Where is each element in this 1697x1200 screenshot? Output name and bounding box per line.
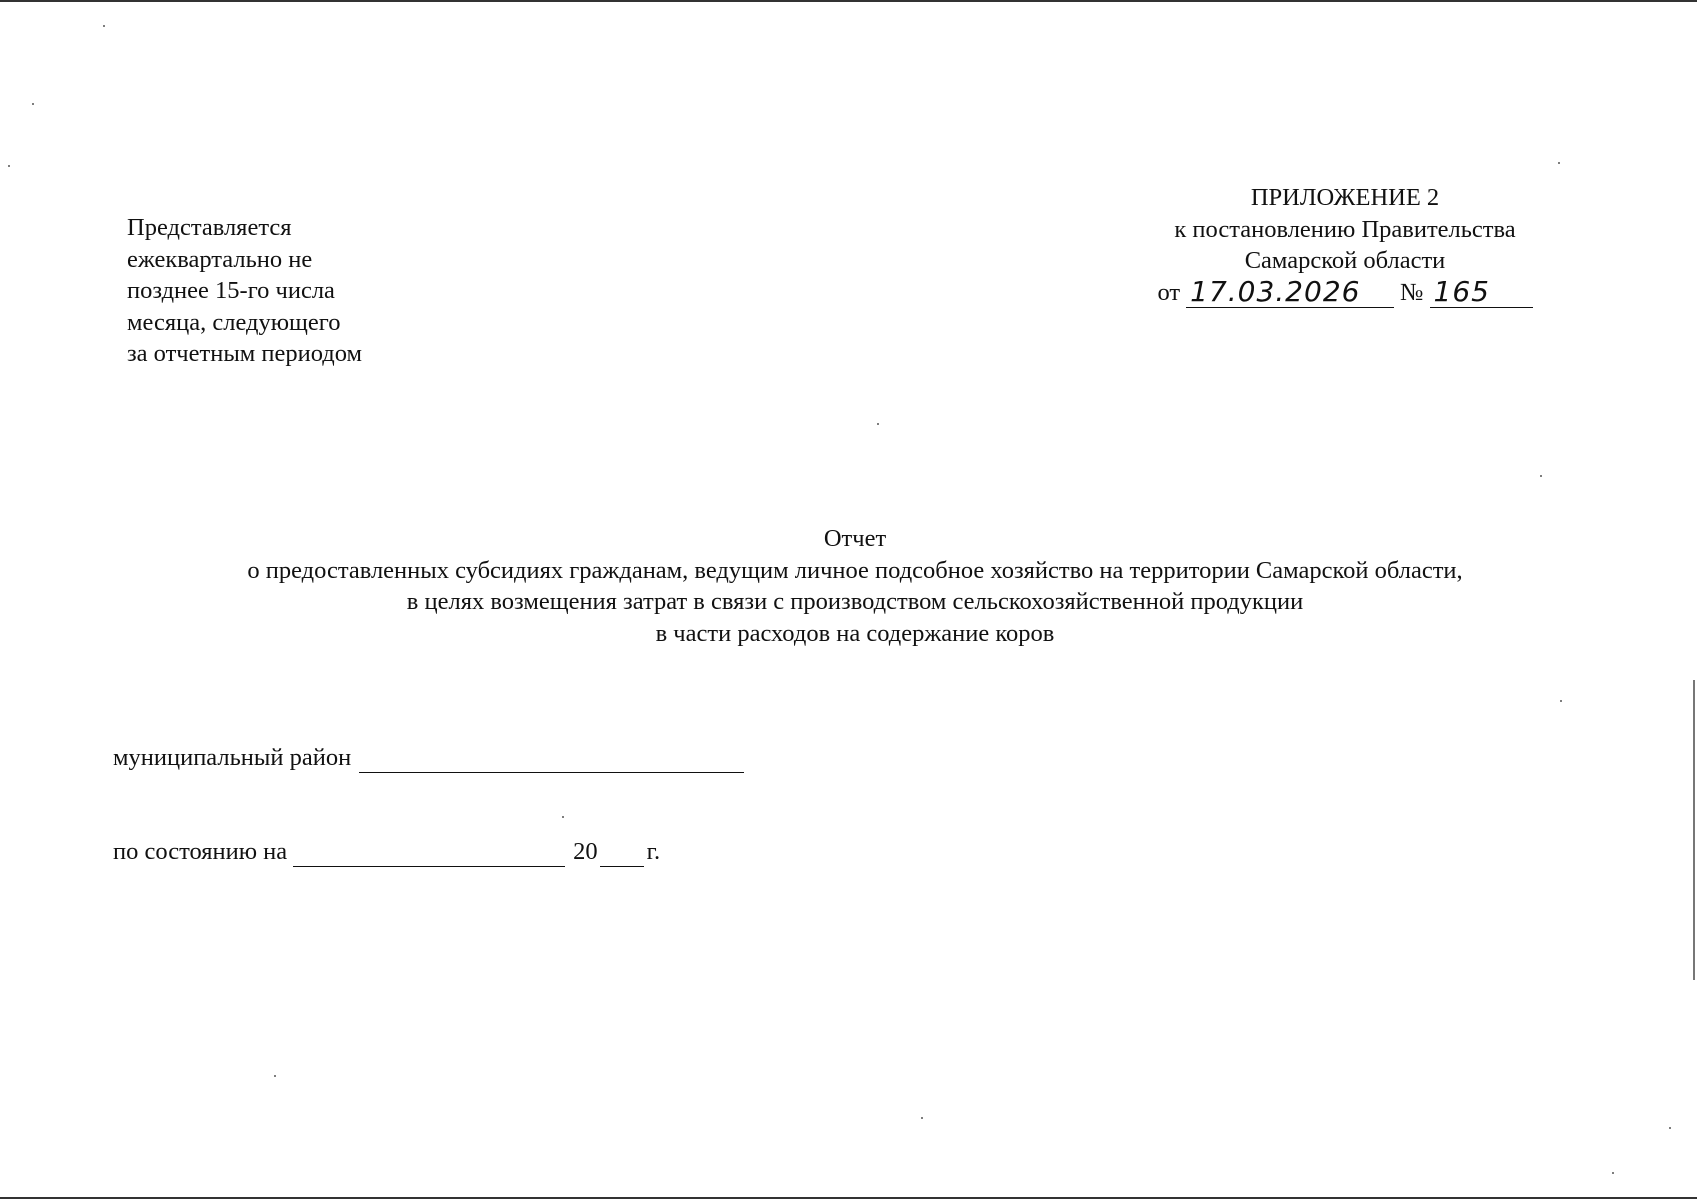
note-line: позднее 15-го числа bbox=[127, 277, 335, 304]
number-label: № bbox=[1400, 278, 1424, 306]
district-field bbox=[113, 743, 744, 773]
decree-date-handwritten: 17.03.2026 bbox=[1186, 277, 1394, 308]
scan-speck bbox=[1558, 162, 1560, 164]
scan-speck bbox=[103, 25, 105, 27]
as-of-label: по состоянию на bbox=[113, 838, 288, 865]
title-line: в целях возмещения затрат в связи с производством сельскохозяйственной продукции bbox=[406, 588, 1304, 615]
scan-speck bbox=[8, 165, 10, 167]
note-line: Представляется bbox=[127, 214, 292, 241]
scan-edge-top bbox=[0, 0, 1697, 2]
district-label: муниципальный район bbox=[113, 744, 352, 771]
title-line: Отчет bbox=[823, 525, 887, 552]
as-of-date-blank[interactable] bbox=[293, 844, 565, 867]
year-prefix: 20 bbox=[573, 838, 598, 865]
submission-note bbox=[127, 212, 427, 370]
note-line: за отчетным периодом bbox=[127, 340, 363, 367]
year-suffix: г. bbox=[646, 838, 661, 865]
scan-speck bbox=[274, 1075, 276, 1077]
scan-edge-bottom bbox=[0, 1197, 1697, 1199]
note-line: месяца, следующего bbox=[127, 308, 341, 336]
scan-edge-right bbox=[1693, 680, 1695, 980]
scan-speck bbox=[1612, 1172, 1614, 1174]
as-of-date-field bbox=[113, 837, 660, 867]
title-line: в части расходов на содержание коров bbox=[655, 619, 1055, 647]
decree-number-handwritten: 165 bbox=[1430, 277, 1533, 308]
scan-speck bbox=[1669, 1127, 1671, 1129]
annex-line: к постановлению Правительства bbox=[1174, 215, 1516, 243]
scan-speck bbox=[1560, 700, 1562, 702]
scan-speck bbox=[32, 103, 34, 105]
annex-header bbox=[1130, 182, 1560, 308]
report-title bbox=[100, 523, 1610, 649]
scan-speck bbox=[921, 1117, 923, 1119]
from-label: от bbox=[1157, 278, 1181, 306]
title-line: о предоставленных субсидиях гражданам, ведущим личное подсобное хозяйство на территории Самарской области, bbox=[247, 556, 1463, 584]
scan-speck bbox=[562, 816, 564, 818]
annex-heading: ПРИЛОЖЕНИЕ 2 bbox=[1250, 184, 1440, 211]
note-line: ежеквартально не bbox=[127, 245, 313, 273]
annex-line: Самарской области bbox=[1244, 247, 1446, 274]
decree-reference bbox=[1130, 277, 1560, 309]
scan-speck bbox=[1540, 475, 1542, 477]
district-blank[interactable] bbox=[359, 750, 744, 773]
scan-speck bbox=[877, 423, 879, 425]
year-blank[interactable] bbox=[600, 844, 644, 867]
